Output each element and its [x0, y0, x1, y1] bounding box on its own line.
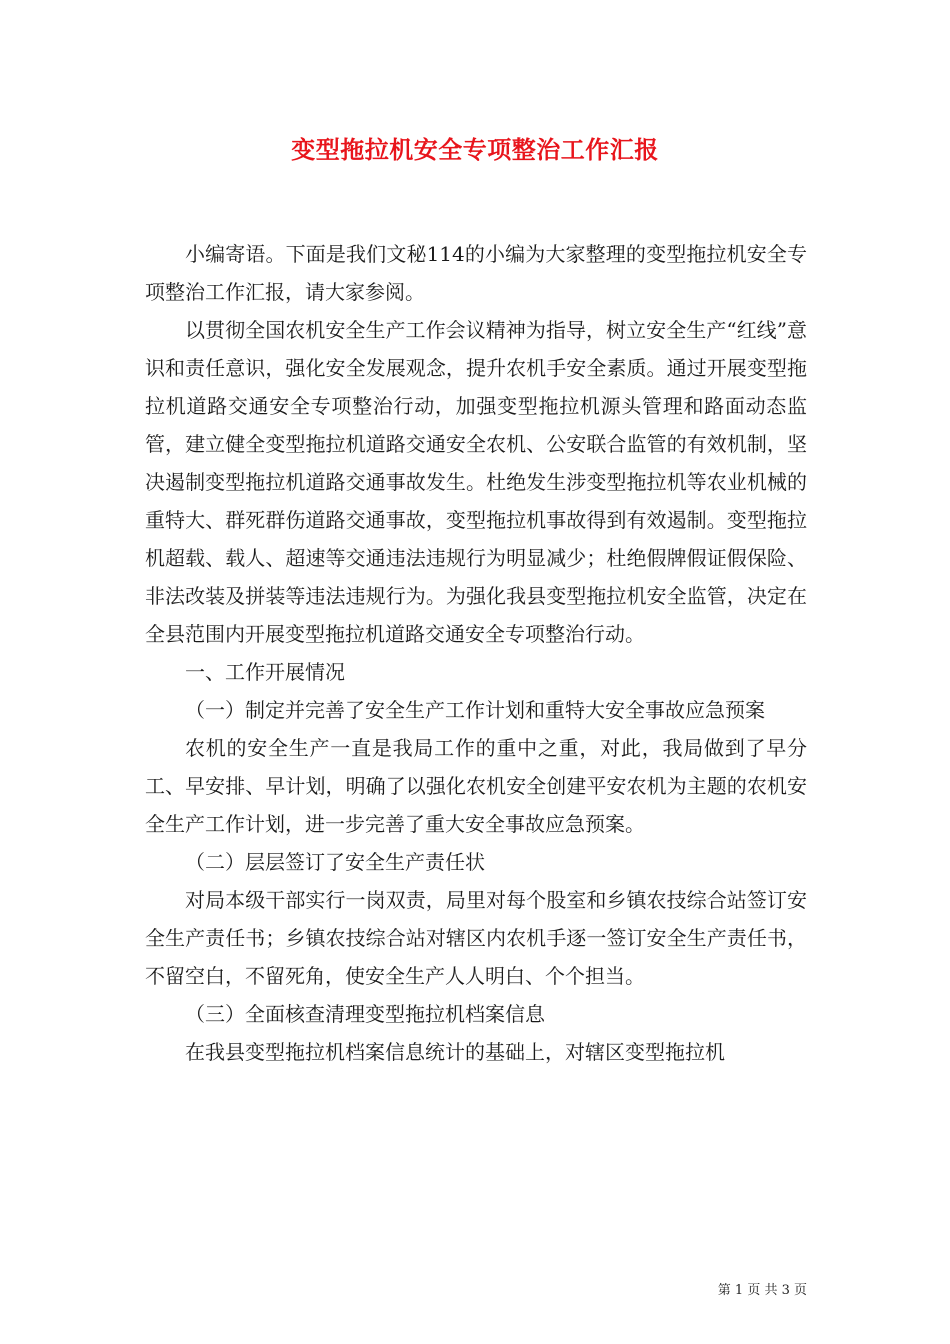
document-body: [145, 235, 807, 1071]
paragraph-plan: 农机的安全生产一直是我局工作的重中之重，对此，我局做到了早分工、早安排、早计划，明确了以强化农机安全创建平安农机为主题的农机安全生产工作计划，进一步完善了重大安全事故应急预案。: [145, 736, 807, 836]
paragraph-archive: 在我县变型拖拉机档案信息统计的基础上，对辖区变型拖拉机: [185, 1040, 725, 1064]
paragraph-intro: 小编寄语。下面是我们文秘114的小编为大家整理的变型拖拉机安全专项整治工作汇报，请大家参阅。: [145, 242, 807, 304]
subsection-heading-3: （三）全面核查清理变型拖拉机档案信息: [185, 1002, 545, 1026]
page-number: 第 1 页 共 3 页: [717, 1283, 807, 1298]
section-heading-1: 一、工作开展情况: [185, 660, 345, 684]
subsection-heading-1: （一）制定并完善了安全生产工作计划和重特大安全事故应急预案: [185, 698, 765, 722]
subsection-heading-2: （二）层层签订了安全生产责任状: [185, 850, 485, 874]
document-title: 变型拖拉机安全专项整治工作汇报: [291, 135, 659, 164]
paragraph-responsibility: 对局本级干部实行一岗双责，局里对每个股室和乡镇农技综合站签订安全生产责任书；乡镇农技综合站对辖区内农机手逐一签订安全生产责任书，不留空白，不留死角，使安全生产人人明白、个个担当。: [145, 888, 807, 988]
paragraph-guideline: 以贯彻全国农机安全生产工作会议精神为指导，树立安全生产“红线”意识和责任意识，强化安全发展观念，提升农机手安全素质。通过开展变型拖拉机道路交通安全专项整治行动，加强变型拖拉机源头管理和路面动态监管，建立健全变型拖拉机道路交通安全农机、公安联合监管的有效机制，坚决遏制变型拖拉机道路交通事故发生。杜绝发生涉变型拖拉机等农业机械的重特大、群死群伤道路交通事故，变型拖拉机事故得到有效遏制。变型拖拉机超载、载人、超速等交通违法违规行为明显减少；杜绝假牌假证假保险、非法改装及拼装等违法违规行为。为强化我县变型拖拉机安全监管，决定在全县范围内开展变型拖拉机道路交通安全专项整治行动。: [145, 318, 807, 646]
